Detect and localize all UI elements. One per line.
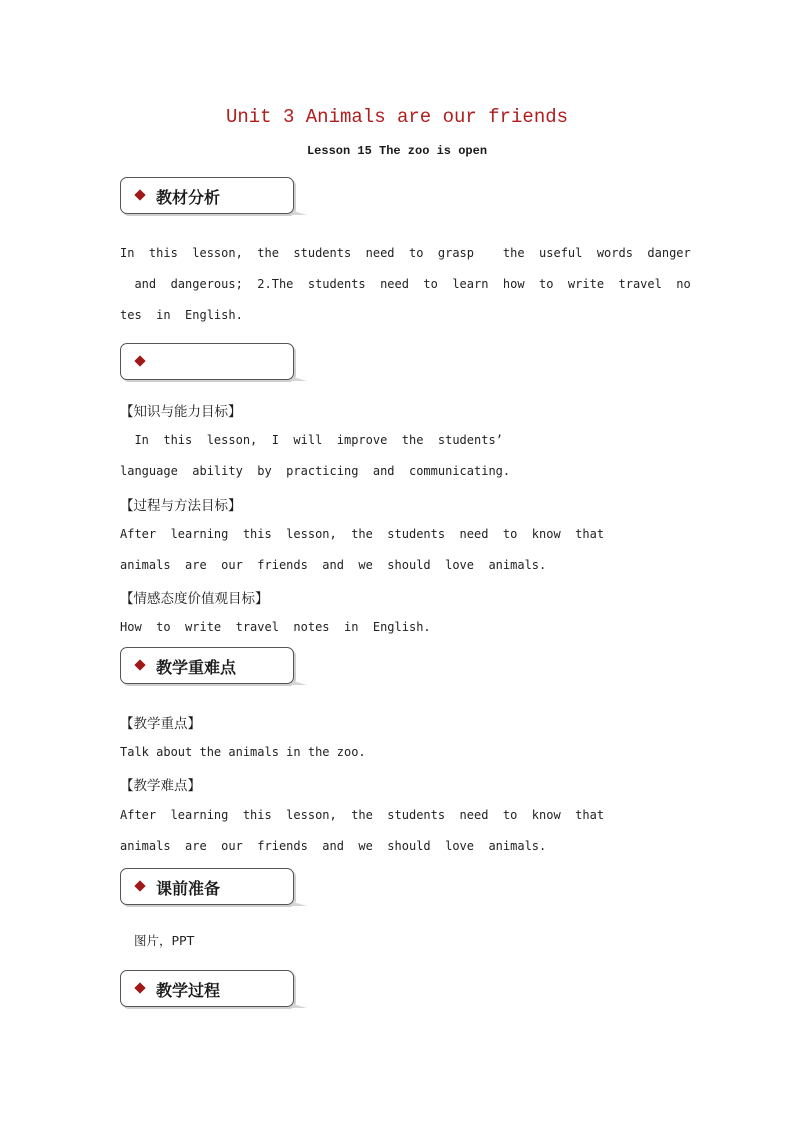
diamond-bullet-icon [134, 659, 145, 670]
diamond-bullet-icon [134, 355, 145, 366]
goal-text-line: How to write travel notes in English. [120, 620, 431, 634]
analysis-line: tes in English. [120, 308, 243, 322]
keypoint-text-line: animals are our friends and we should love animals. [120, 839, 547, 853]
section-label: 课前准备 [156, 879, 221, 898]
box-shadow-tail [293, 377, 307, 381]
box-shadow-tail [293, 1004, 307, 1008]
section-header-preparation [120, 868, 294, 905]
section-label: 教材分析 [156, 188, 221, 207]
difficulty-tag: 【教学难点】 [120, 778, 201, 794]
box-shadow-tail [293, 902, 307, 906]
box-shadow-tail [293, 211, 307, 215]
section-header-keypoints [120, 647, 294, 684]
goal-text-line: After learning this lesson, the students need to know that [120, 527, 605, 541]
diamond-bullet-icon [134, 189, 145, 200]
analysis-line: and dangerous; 2.The students need to learn how to write travel no [120, 277, 691, 291]
goal-text-line: animals are our friends and we should love animals. [120, 558, 547, 572]
preparation-text: 图片，PPT [134, 933, 195, 948]
knowledge-goal-tag: 【知识与能力目标】 [120, 404, 242, 420]
process-goal-tag: 【过程与方法目标】 [120, 498, 242, 514]
box-shadow-tail [293, 681, 307, 685]
section-header-process [120, 970, 294, 1007]
document-title: Unit 3 Animals are our friends [225, 106, 569, 128]
focus-tag: 【教学重点】 [120, 716, 201, 732]
diamond-bullet-icon [134, 982, 145, 993]
keypoint-text-line: After learning this lesson, the students need to know that [120, 808, 605, 822]
emotion-goal-tag: 【情感态度价值观目标】 [120, 591, 269, 607]
keypoint-text-line: Talk about the animals in the zoo. [120, 745, 366, 759]
goal-text-line: language ability by practicing and communicating. [120, 464, 511, 478]
goal-text-line: In this lesson, I will improve the students’ [120, 433, 503, 447]
section-label: 教学重难点 [156, 658, 237, 677]
section-header-goals [120, 343, 294, 380]
analysis-line: In this lesson, the students need to grasp the useful words danger [120, 246, 691, 260]
lesson-subtitle: Lesson 15 The zoo is open [306, 144, 488, 158]
section-label: 教学过程 [156, 981, 221, 1000]
diamond-bullet-icon [134, 880, 145, 891]
section-header-analysis [120, 177, 294, 214]
